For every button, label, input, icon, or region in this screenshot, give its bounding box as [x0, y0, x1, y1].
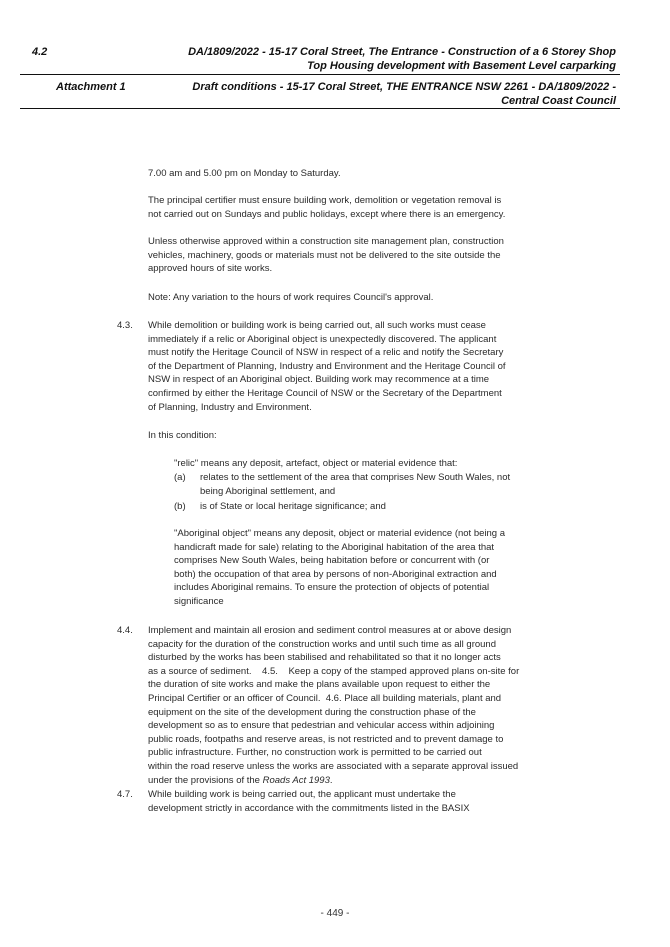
condition-4-4-number: 4.4. [117, 625, 133, 636]
text-line: capacity for the duration of the construction works and until such time as all ground [148, 638, 496, 650]
text-line: being Aboriginal settlement, and [200, 485, 336, 497]
text-line: the duration of site works and make the plans available upon request to either the [148, 679, 491, 691]
relic-item-a-label: (a) [174, 472, 186, 483]
text-line: While demolition or building work is being carried out, all such works must cease [148, 320, 486, 331]
text-line: While building work is being carried out, the applicant must undertake the [148, 789, 456, 800]
text-line: confirmed by either the Heritage Council of NSW or the Secretary of the Department [148, 387, 502, 399]
text-line [148, 774, 552, 788]
attachment-label: Attachment 1 [56, 81, 126, 93]
attachment-title [160, 80, 616, 108]
text-line: Principal Certifier or an officer of Council. 4.6. Place all building materials, plant and [148, 692, 502, 704]
aboriginal-object-definition [174, 527, 552, 609]
attachment-title-line-1: Draft conditions - 15-17 Coral Street, THE ENTRANCE NSW 2261 - DA/1809/2022 - [192, 81, 616, 93]
condition-4-4-text [148, 624, 552, 787]
roads-act-citation: Roads Act 1993 [262, 774, 330, 786]
text-fragment: . [329, 774, 333, 786]
delivery-paragraph [148, 235, 552, 276]
text-line: within the road reserve unless the works are associated with a separate approval issued [148, 760, 519, 772]
condition-4-7-text [148, 788, 552, 815]
text-line: development so as to ensure that pedestrian and vehicular access within adjoining [148, 720, 495, 732]
condition-4-7-number: 4.7. [117, 789, 133, 800]
condition-4-3-number: 4.3. [117, 320, 133, 331]
text-line: not carried out on Sundays and public holidays, except where there is an emergency. [148, 208, 506, 220]
text-line: relates to the settlement of the area that comprises New South Wales, not [200, 472, 511, 483]
text-line: significance [174, 595, 224, 607]
item-reference: 4.2 [32, 46, 48, 58]
text-line: development strictly in accordance with the commitments listed in the BASIX [148, 802, 470, 814]
certifier-paragraph [148, 194, 552, 221]
text-line: public roads, footpaths and reserve areas, is not restricted and to prevent damage to [148, 733, 504, 745]
text-line: of Planning, Industry and Environment. [148, 401, 312, 413]
text-line: of the Department of Planning, Industry and Environment and the Heritage Council of [148, 360, 506, 372]
text-line: comprises New South Wales, being habitation before or concurrent with (or [174, 555, 490, 567]
text-line: approved hours of site works. [148, 263, 273, 275]
text-line: equipment on the site of the development during the construction phase of the [148, 706, 476, 718]
page-number: - 449 - [320, 908, 350, 919]
text-fragment: under the provisions of the [148, 774, 263, 786]
text-line: Implement and maintain all erosion and sediment control measures at or above design [148, 625, 512, 636]
text-line: Unless otherwise approved within a construction site management plan, construction [148, 236, 504, 247]
text-line: public infrastructure. Further, no construction work is permitted to be carried out [148, 747, 482, 759]
text-line: NSW in respect of an Aboriginal object. Building work may recommence at a time [148, 374, 490, 386]
text-line: "Aboriginal object" means any deposit, object or material evidence (not being a [174, 528, 505, 539]
relic-item-b-label: (b) [174, 501, 186, 512]
text-line: disturbed by the works has been stabilised and rehabilitated so that it no longer acts [148, 652, 501, 664]
relic-definition: "relic" means any deposit, artefact, object or material evidence that: [174, 458, 458, 469]
text-line: The principal certifier must ensure building work, demolition or vegetation removal is [148, 195, 502, 206]
hours-paragraph: 7.00 am and 5.00 pm on Monday to Saturday. [148, 168, 341, 179]
text-line: as a source of sediment. 4.5. Keep a copy of the stamped approved plans on-site for [148, 665, 520, 677]
relic-item-b-text: is of State or local heritage significance; and [200, 501, 386, 512]
text-line: immediately if a relic or Aboriginal object is unexpectedly discovered. The applicant [148, 333, 497, 345]
report-title-line-1: DA/1809/2022 - 15-17 Coral Street, The Entrance - Construction of a 6 Storey Shop [188, 46, 616, 58]
header-divider-top [20, 74, 620, 75]
text-line: vehicles, machinery, goods or materials must not be delivered to the site outside the [148, 249, 501, 261]
attachment-title-line-2: Central Coast Council [501, 95, 616, 107]
in-this-condition-label: In this condition: [148, 430, 217, 441]
text-line: must notify the Heritage Council of NSW in respect of a relic and notify the Secretary [148, 347, 504, 359]
text-line: includes Aboriginal remains. To ensure the protection of objects of potential [174, 582, 490, 594]
note-paragraph: Note: Any variation to the hours of work requires Council's approval. [148, 292, 434, 303]
report-title-line-2: Top Housing development with Basement Level carparking [307, 60, 616, 72]
text-line: both) the occupation of that area by persons of non-Aboriginal extraction and [174, 568, 497, 580]
text-line: handicraft made for sale) relating to the Aboriginal habitation of the area that [174, 541, 495, 553]
condition-4-3-text [148, 319, 552, 414]
relic-item-a-text [200, 471, 552, 498]
header-divider-bottom [20, 108, 620, 109]
report-title [170, 45, 616, 73]
